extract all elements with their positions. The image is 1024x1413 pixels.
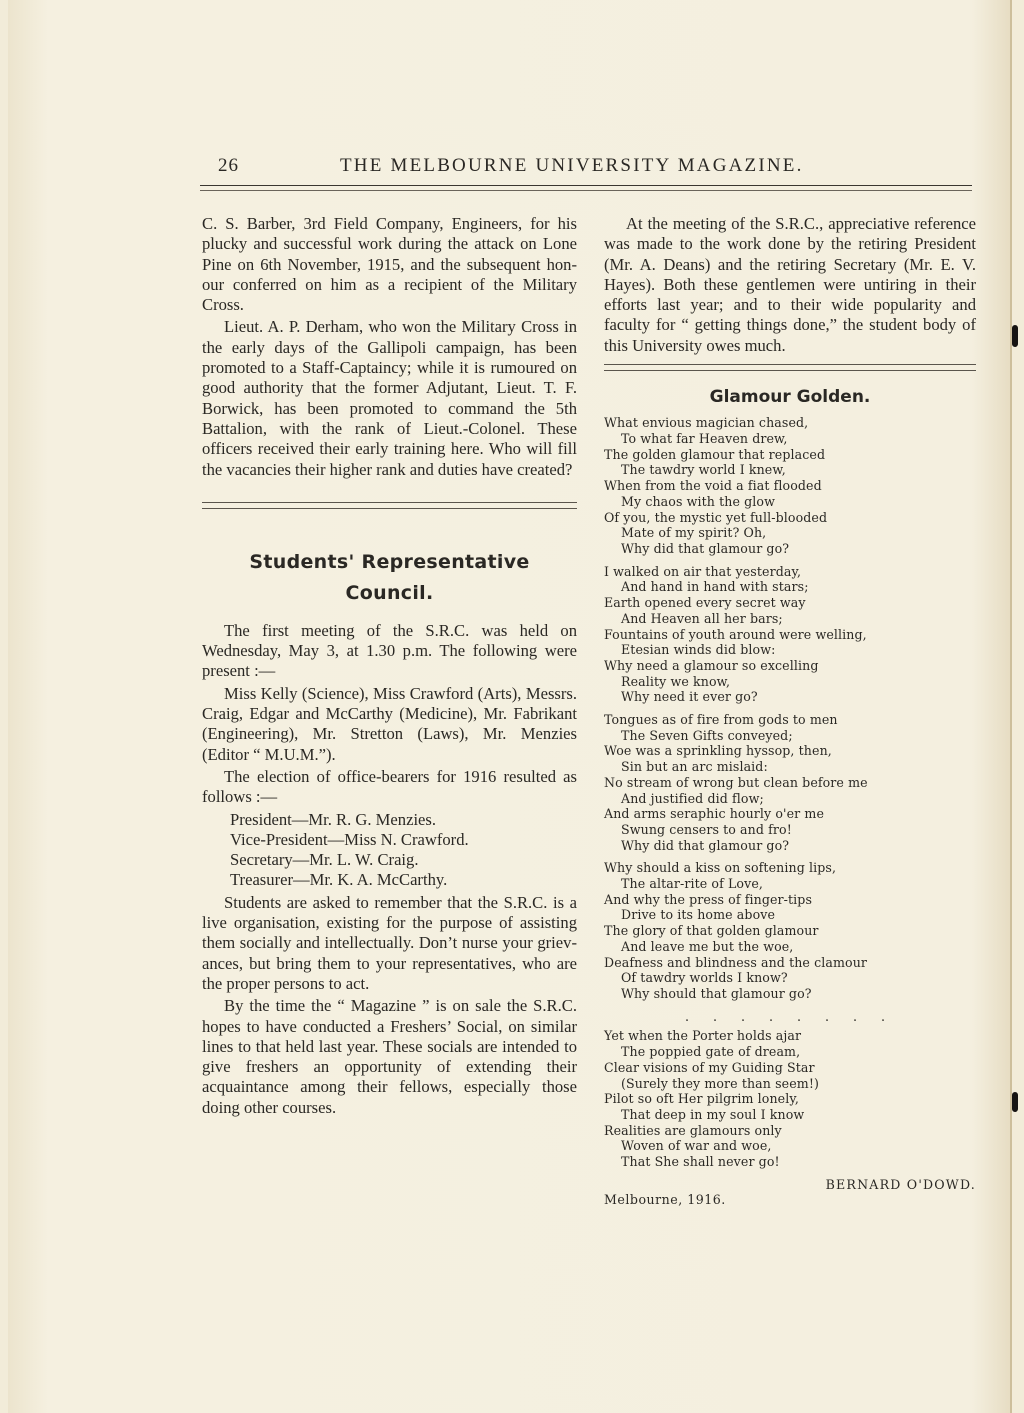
derham-paragraph: Lieut. A. P. Derham, who won the Military Cross in the early days of the Gallipoli campaign, has been promoted to a Staff-Captaincy; while it is rumoured on good authority that the former Adjutant, Lieut. T. F. Borwick, has been promoted to command the 5th Battalion, with the rank of Lieut.-Colonel. These officers received their early training here. Who will fill the vacancies their higher rank and duties have created? xyxy=(202,317,577,479)
poem-line: Etesian winds did blow: xyxy=(621,642,776,658)
officer-vice-president: Vice-President—Miss N. Crawford. xyxy=(230,829,469,849)
poem-line: And justified did flow; xyxy=(621,790,764,806)
poem-line: When from the void a fiat flooded xyxy=(604,478,822,494)
poem-line: Clear visions of my Guiding Star xyxy=(604,1059,815,1075)
ink-blot xyxy=(1012,1092,1018,1112)
poem-stanza xyxy=(604,712,976,853)
poem-line: Realities are glamours only xyxy=(604,1122,782,1138)
poem-line: Drive to its home above xyxy=(621,907,776,923)
poem-line: That She shall never go! xyxy=(621,1154,780,1170)
src-paragraph: Students are asked to remember that the S.R.C. is a live organisation, existing for the purpose of assisting them socially and intellectually. Don’t nurse your grievances, but bring them to your representatives, who are the proper persons to act. xyxy=(202,892,577,993)
poem-line: The altar-rite of Love, xyxy=(621,876,763,892)
officer-president: President—Mr. R. G. Menzies. xyxy=(230,809,437,829)
ink-blot xyxy=(1012,325,1018,347)
poem-line: And leave me but the woe, xyxy=(621,938,794,954)
poem-line: And hand in hand with stars; xyxy=(621,579,809,595)
src-title-line-2: Council. xyxy=(345,581,434,604)
right-column xyxy=(604,214,976,1208)
poem-line: The golden glamour that replaced xyxy=(604,446,826,462)
poem-line: The Seven Gifts conveyed; xyxy=(621,727,793,743)
page-number: 26 xyxy=(218,155,239,176)
poem-line: Deafness and blindness and the clamour xyxy=(604,954,868,970)
poem-stanza xyxy=(604,564,976,705)
officer-treasurer: Treasurer—Mr. K. A. McCarthy. xyxy=(230,870,448,890)
poem-line: Fountains of youth around were welling, xyxy=(604,626,867,642)
barber-paragraph: C. S. Barber, 3rd Field Company, Engineers, for his plucky and successful work during the attack on Lone Pine on 6th November, 1915, and the subsequent honour conferred on him as a recipient of the Military Cross. xyxy=(202,214,577,315)
poem-line: Of tawdry worlds I know? xyxy=(621,970,788,986)
poem-line: The poppied gate of dream, xyxy=(621,1044,801,1060)
poem-line: Why need it ever go? xyxy=(621,689,758,705)
poem-line: Why should that glamour go? xyxy=(621,985,812,1001)
poem-line: The glory of that golden glamour xyxy=(604,923,819,939)
officer-list xyxy=(202,810,577,891)
src-appreciation-paragraph: At the meeting of the S.R.C., appreciative reference was made to the work done by the retiring President (Mr. A. Deans) and the retiring Secretary (Mr. E. V. Hayes). Both these gentlemen were untiring in their efforts last year; and to their wide popularity and faculty for “ getting things done,” the student body of this University owes much. xyxy=(604,214,976,355)
poem-line: (Surely they more than seem!) xyxy=(621,1075,819,1091)
poem-line: Earth opened every secret way xyxy=(604,595,806,611)
poem-place-date: Melbourne, 1916. xyxy=(604,1192,726,1208)
src-section-title xyxy=(202,547,577,609)
poem-line: My chaos with the glow xyxy=(621,493,775,509)
poem-line: What envious magician chased, xyxy=(604,415,809,431)
src-paragraph: The election of office-bearers for 1916 resulted as follows :— xyxy=(202,766,577,807)
poem-stanza xyxy=(604,860,976,1001)
poem-line: The tawdry world I knew, xyxy=(621,462,786,478)
poem-line: Woven of war and woe, xyxy=(621,1138,772,1154)
poem-line: Why need a glamour so excelling xyxy=(604,657,819,673)
poem-line: Reality we know, xyxy=(621,673,731,689)
poem-line: Swung censers to and fro! xyxy=(621,821,792,837)
poem-line: Of you, the mystic yet full-blooded xyxy=(604,509,828,525)
poem-line: Why did that glamour go? xyxy=(621,837,790,853)
poem-line: And Heaven all her bars; xyxy=(621,610,783,626)
src-paragraph: Miss Kelly (Science), Miss Crawford (Arts), Messrs. Craig, Edgar and McCarthy (Medicine), Mr. Fabrikant (Engineering), Mr. Stretton (Laws), Mr. Menzies (Editor “ M.U.M.”). xyxy=(202,683,577,764)
poem-line: Tongues as of fire from gods to men xyxy=(604,712,838,728)
poem-line: And arms seraphic hourly o'er me xyxy=(604,806,824,822)
src-paragraph: The first meeting of the S.R.C. was held on Wednesday, May 3, at 1.30 p.m. The following were present :— xyxy=(202,620,577,681)
poem-title: Glamour Golden. xyxy=(709,387,871,408)
poem-line: No stream of wrong but clean before me xyxy=(604,774,868,790)
officer-secretary: Secretary—Mr. L. W. Craig. xyxy=(230,850,419,870)
running-header xyxy=(200,155,972,186)
poem-line: I walked on air that yesterday, xyxy=(604,563,802,579)
section-divider xyxy=(202,502,577,509)
poem-line: And why the press of finger-tips xyxy=(604,891,813,907)
section-divider xyxy=(604,364,976,371)
poem-line: Why should a kiss on softening lips, xyxy=(604,860,837,876)
left-column xyxy=(202,214,577,1120)
poem-stanza xyxy=(604,1028,976,1169)
poem-separator: . . . . . . . . xyxy=(684,1008,896,1024)
poem-author: BERNARD O'DOWD. xyxy=(825,1176,976,1192)
poem-line: Pilot so oft Her pilgrim lonely, xyxy=(604,1091,800,1107)
header-rule xyxy=(200,190,972,191)
src-title-line-1: Students' Representative xyxy=(249,550,530,573)
poem-line: Mate of my spirit? Oh, xyxy=(621,525,767,541)
poem-line: Yet when the Porter holds ajar xyxy=(604,1028,802,1044)
poem-stanza xyxy=(604,415,976,556)
poem-line: Why did that glamour go? xyxy=(621,541,790,556)
poem xyxy=(604,415,976,1208)
poem-line: That deep in my soul I know xyxy=(621,1106,805,1122)
poem-line: To what far Heaven drew, xyxy=(621,431,788,447)
poem-line: Woe was a sprinkling hyssop, then, xyxy=(604,743,832,759)
running-title: THE MELBOURNE UNIVERSITY MAGAZINE. xyxy=(340,155,804,176)
src-paragraph: By the time the “ Magazine ” is on sale the S.R.C. hopes to have conducted a Freshers’ Social, on similar lines to that held last year. These socials are intended to give freshers an opportunity of extending their acquaintance among their fellows, especially those doing other courses. xyxy=(202,996,577,1117)
poem-line: Sin but an arc mislaid: xyxy=(621,759,768,775)
